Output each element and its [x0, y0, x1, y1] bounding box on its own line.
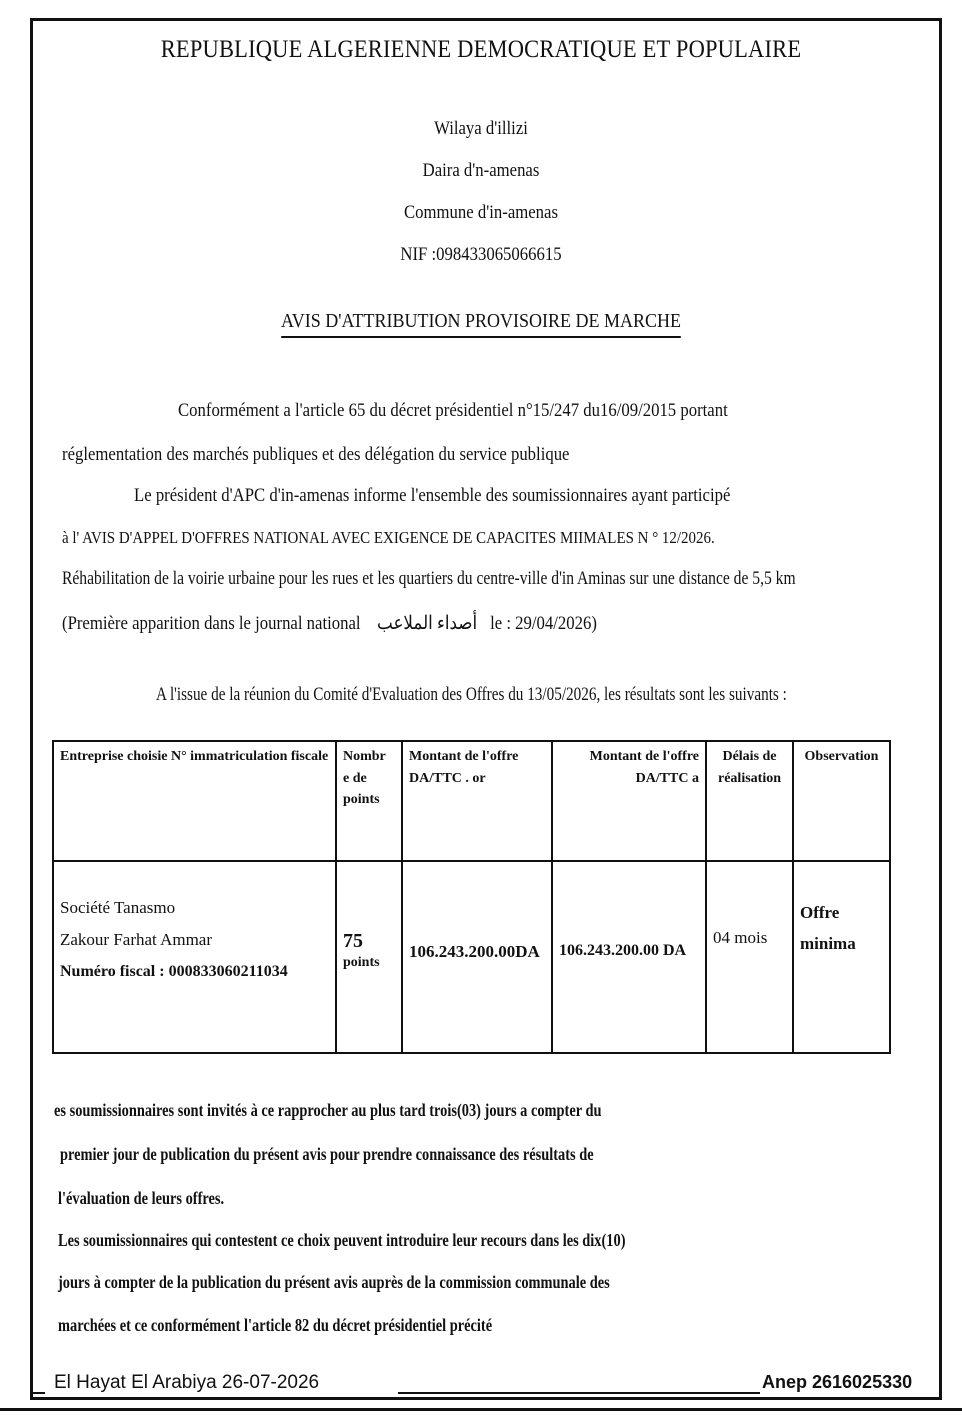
footer-rule	[398, 1392, 760, 1394]
company-name: Société Tanasmo	[60, 898, 176, 917]
journal-arabic-name: أصداء الملاعب	[377, 613, 478, 634]
notice-line6: marchées et ce conformément l'article 82 du décret présidentiel précité	[58, 1315, 493, 1335]
commune-line: Commune d'in-amenas	[404, 202, 558, 223]
header-montant-a: Montant de l'offre DA/TTC a	[552, 741, 706, 861]
notice-line5: jours à compter de la publication du présent avis auprès de la commission communale des	[58, 1272, 610, 1292]
body-p2-line4	[62, 612, 597, 635]
header-montant-or: Montant de l'offre DA/TTC . or	[402, 741, 552, 861]
journal-text: (Première apparition dans le journal national	[62, 613, 361, 634]
body-p1-line2: réglementation des marchés publiques et des délégation du service publique	[62, 444, 570, 465]
wilaya-line: Wilaya d'illizi	[434, 118, 528, 139]
cell-delais	[706, 861, 793, 1053]
delais-value: 04 mois	[713, 928, 768, 947]
cell-entreprise	[53, 861, 336, 1053]
company-fiscal-number: Numéro fiscal : 000833060211034	[60, 962, 288, 980]
header-observation: Observation	[793, 741, 890, 861]
notice-line3: l'évaluation de leurs offres.	[58, 1188, 225, 1208]
table-row	[53, 861, 890, 1053]
points-value: 75	[343, 930, 363, 952]
body-p3: A l'issue de la réunion du Comité d'Evaluation des Offres du 13/05/2026, les résultats sont les suivants :	[156, 684, 787, 705]
cell-montant-a	[552, 861, 706, 1053]
body-p2-line1: Le président d'APC d'in-amenas informe l'ensemble des soumissionnaires ayant participé	[134, 485, 731, 506]
observation-line1: Offre	[800, 903, 840, 922]
header-entreprise: Entreprise choisie N° immatriculation fiscale	[53, 741, 336, 861]
bottom-rule	[0, 1408, 962, 1411]
body-p1-line1: Conformément a l'article 65 du décret présidentiel n°15/247 du16/09/2015 portant	[178, 400, 728, 421]
notice-line4: Les soumissionnaires qui contestent ce choix peuvent introduire leur recours dans les dix(10)	[58, 1230, 626, 1250]
montant-or-value: 106.243.200.00DA	[409, 942, 540, 961]
cell-montant-or	[402, 861, 552, 1053]
notice-title: AVIS D'ATTRIBUTION PROVISOIRE DE MARCHE	[48, 310, 914, 333]
cell-observation	[793, 861, 890, 1053]
company-manager: Zakour Farhat Ammar	[60, 930, 213, 950]
observation-line2: minima	[800, 933, 856, 953]
footer-publication: El Hayat El Arabiya 26-07-2026	[54, 1372, 320, 1393]
table-header-row	[53, 741, 890, 861]
notice-line2: premier jour de publication du présent avis pour prendre connaissance des résultats de	[60, 1144, 594, 1164]
body-p2-line2: à l' AVIS D'APPEL D'OFFRES NATIONAL AVEC EXIGENCE DE CAPACITES MIIMALES N ° 12/2026.	[62, 528, 715, 547]
daira-line: Daira d'n-amenas	[422, 160, 540, 181]
nif-line: NIF :098433065066615	[400, 244, 562, 265]
journal-date: le : 29/04/2026)	[490, 613, 597, 634]
body-p2-line3: Réhabilitation de la voirie urbaine pour les rues et les quartiers du centre-ville d'in Aminas sur une distance de 5,5 km	[62, 568, 796, 589]
header-delais: Délais de réalisation	[706, 741, 793, 861]
points-unit: points	[343, 955, 380, 970]
results-table	[52, 740, 891, 1054]
cell-points	[336, 861, 402, 1053]
montant-a-value: 106.243.200.00 DA	[559, 942, 687, 959]
footer-anep: Anep 2616025330	[762, 1372, 913, 1392]
republic-heading: REPUBLIQUE ALGERIENNE DEMOCRATIQUE ET POPULAIRE	[160, 36, 802, 63]
notice-line1: es soumissionnaires sont invités à ce rapprocher au plus tard trois(03) jours a compter du	[54, 1100, 602, 1120]
header-points: Nombr e de points	[336, 741, 402, 861]
footer-left-rule	[33, 1392, 45, 1394]
